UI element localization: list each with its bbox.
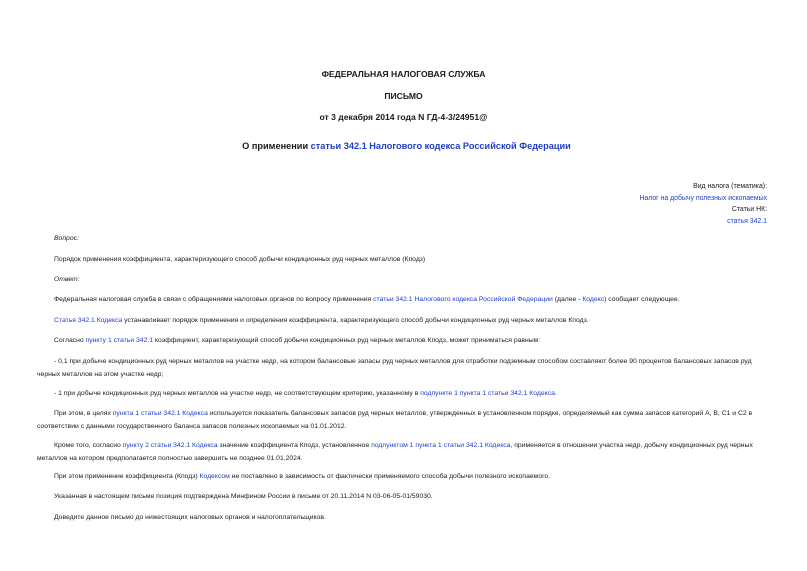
p7-subpoint-link[interactable]: подпунктом 1 пункта 1 статьи 342.1 Кодекса (371, 442, 511, 449)
paragraph-10: Доведите данное письмо до нижестоящих налоговых органов и налогоплательщиков. (54, 514, 326, 521)
subject-prefix: О применении (242, 141, 311, 151)
p8-text-a: При этом применение коэффициента (Кподз) (54, 473, 200, 480)
paragraph-8 (54, 471, 550, 484)
paragraph-2 (54, 315, 589, 328)
p6-text-a: При этом, в целях (54, 410, 113, 417)
paragraph-6 (37, 408, 772, 433)
paragraph-3 (54, 335, 540, 348)
p6-point-link[interactable]: пункта 1 статьи 342.1 Кодекса (112, 410, 208, 417)
nk-article-link[interactable]: статья 342.1 (727, 217, 767, 225)
p2-article-link[interactable]: Статья 342.1 Кодекса (54, 317, 123, 324)
paragraph-5 (54, 388, 557, 401)
paragraph-7 (37, 440, 772, 465)
document-date-number: от 3 декабря 2014 года N ГД-4-3/24951@ (319, 112, 488, 122)
document-metadata (639, 181, 767, 227)
p3-point-link[interactable]: пункту 1 статьи 342.1 (85, 337, 154, 344)
p7-text-b: значение коэффициента Кподз, установленное (217, 442, 372, 449)
p1-text-a: Федеральная налоговая служба в связи с обращениями налоговых органов по вопросу применения (54, 296, 374, 303)
p7-point-link[interactable]: пункту 2 статьи 342.1 Кодекса (122, 442, 218, 449)
tax-type-link[interactable]: Налог на добычу полезных ископаемых (639, 194, 767, 202)
p7-text-c: , применяется в отношении участка недр, добычу кондиционных руд черных металлов на котором предполагается полностью завершить не позднее 01.01.2024. (37, 442, 753, 462)
p1-text-c: ) сообщает следующее. (604, 296, 680, 303)
tax-type-label: Вид налога (тематика): (693, 183, 767, 190)
paragraph-4: - 0,1 при добыче кондиционных руд черных металлов на участке недр, на котором балансовые запасы руд черных металлов для отработки подземным способом составляют более 90 процентов балансовых запасов руд черных металлов на этом участке недр; (37, 358, 752, 378)
p5-subpoint-link[interactable]: подпункте 1 пункта 1 статьи 342.1 Кодекса (420, 390, 555, 397)
p5-text-a: - 1 при добыче кондиционных руд черных металлов на участке недр, не соответствующем критерию, указанному в (54, 390, 421, 397)
paragraph-9: Указанная в настоящем письме позиция подтверждена Минфином России в письме от 20.11.2014 N 03-06-05-01/59030. (54, 493, 433, 500)
p2-text: устанавливает порядок применения и определения коэффициента, характеризующего способ добычи кондиционных руд черных металлов Кподз. (122, 317, 589, 324)
p1-text-b: (далее - (552, 296, 583, 303)
paragraph-1 (54, 294, 680, 307)
p3-text-b: коэффициент, характеризующий способ добычи кондиционных руд черных металлов Кподз, может приниматься равным: (153, 337, 541, 344)
p7-text-a: Кроме того, согласно (54, 442, 123, 449)
question-label: Вопрос: (54, 235, 79, 242)
p1-article-link[interactable]: статьи 342.1 Налогового кодекса Российской Федерации (373, 296, 553, 303)
p6-text-b: используется показатель балансовых запасов руд черных металлов, утвержденных в установленном порядке, определяемый как сумма запасов категорий А, В, С1 и С2 в соответствии с данными государственного баланса запасов полезных ископаемых на 01.01.2012. (37, 410, 753, 430)
p8-code-link[interactable]: Кодексом (199, 473, 230, 480)
document-subject (3, 141, 807, 151)
nk-articles-label: Статьи НК: (731, 206, 767, 213)
agency-heading: ФЕДЕРАЛЬНАЯ НАЛОГОВАЯ СЛУЖБА (321, 69, 486, 79)
document-type-heading: ПИСЬМО (384, 91, 423, 101)
p8-text-b: не поставлено в зависимость от фактически применяемого способа добычи полезного ископаемого. (229, 473, 551, 480)
subject-article-link[interactable]: статьи 342.1 Налогового кодекса Российской Федерации (310, 141, 571, 151)
p1-code-link[interactable]: Кодекс (582, 296, 605, 303)
question-text: Порядок применения коэффициента, характеризующего способ добычи кондиционных руд черных металлов (Кподз) (54, 256, 426, 263)
p3-text-a: Согласно (54, 337, 86, 344)
p5-text-b: . (554, 390, 557, 397)
answer-label: Ответ: (54, 276, 80, 283)
